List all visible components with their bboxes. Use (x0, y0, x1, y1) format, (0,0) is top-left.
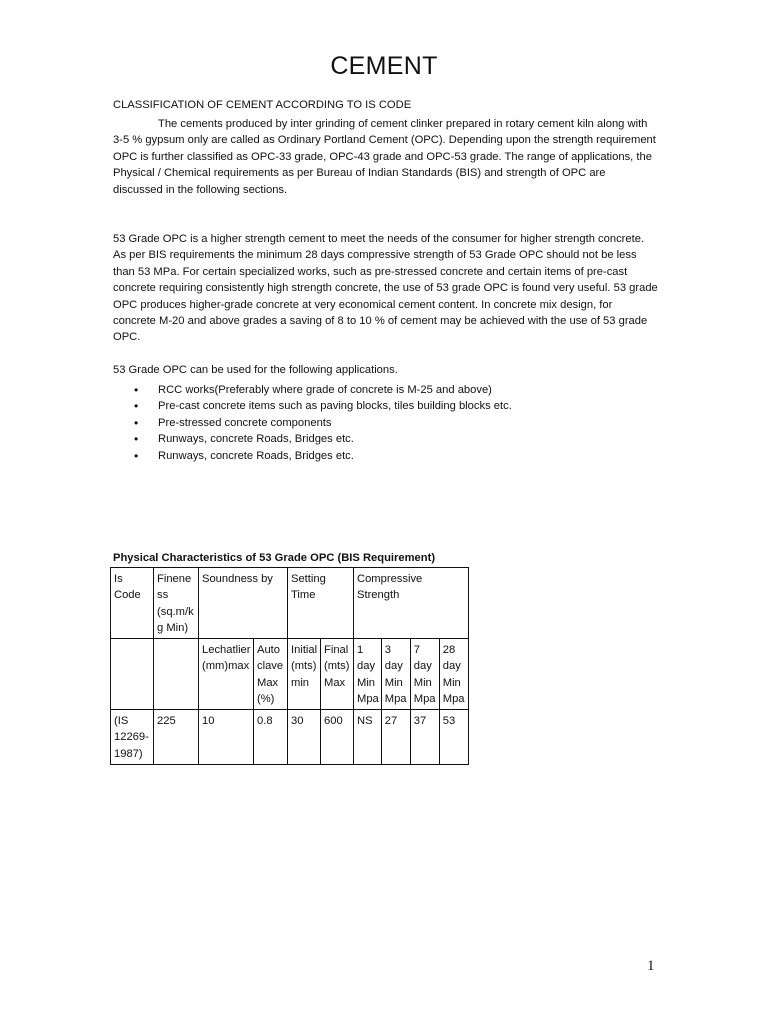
header-fineness: Finene ss (sq.m/k g Min) (154, 568, 199, 639)
subheader-day28: 28 day Min Mpa (439, 639, 468, 710)
physical-characteristics-table (110, 567, 469, 765)
list-item: • RCC works(Preferably where grade of concrete is M-25 and above) (158, 382, 518, 398)
table-header-row (111, 568, 469, 639)
document-title: CEMENT (330, 52, 438, 80)
subheader-lechatlier: Lechatlier (mm)max (199, 639, 254, 710)
applications-list (113, 382, 518, 464)
cell-is-code: (IS 12269- 1987) (111, 710, 154, 765)
cell-lechatlier: 10 (199, 710, 254, 765)
applications-intro: 53 Grade OPC can be used for the following applications. (113, 364, 398, 376)
subheader-empty (111, 639, 154, 710)
cell-initial: 30 (288, 710, 321, 765)
subheader-empty (154, 639, 199, 710)
table-row (111, 710, 469, 765)
subheader-day3: 3 day Min Mpa (381, 639, 410, 710)
header-soundness: Soundness by (199, 568, 288, 639)
list-item: • Runways, concrete Roads, Bridges etc. (158, 431, 518, 447)
cell-fineness: 225 (154, 710, 199, 765)
list-item: • Pre-cast concrete items such as paving blocks, tiles building blocks etc. (158, 398, 518, 414)
cell-autoclave: 0.8 (254, 710, 288, 765)
cell-day28: 53 (439, 710, 468, 765)
cell-day7: 37 (410, 710, 439, 765)
header-is-code: Is Code (111, 568, 154, 639)
header-compressive-strength: Compressive Strength (354, 568, 469, 639)
table-title: Physical Characteristics of 53 Grade OPC (BIS Requirement) (113, 552, 436, 564)
subheader-day1: 1 day Min Mpa (354, 639, 382, 710)
section-heading: CLASSIFICATION OF CEMENT ACCORDING TO IS CODE (113, 99, 412, 111)
intro-paragraph: The cements produced by inter grinding of cement clinker prepared in rotary cement kiln along with 3-5 % gypsum only are called as Ordinary Portland Cement (OPC). Depending upon the strength requirement OPC is further classified as OPC-33 grade, OPC-43 grade and OPC-53 grade. The range of applications, the Physical / Chemical requirements as per Bureau of Indian Standards (BIS) and strength of OPC are discussed in the following sections. (113, 118, 656, 196)
table-subheader-row (111, 639, 469, 710)
subheader-final: Final (mts) Max (321, 639, 354, 710)
grade-53-paragraph: 53 Grade OPC is a higher strength cement to meet the needs of the consumer for higher strength concrete. As per BIS requirements the minimum 28 days compressive strength of 53 Grade OPC should not be less than 53 MPa. For certain specialized works, such as pre-stressed concrete and certain items of pre-cast concrete requiring consistently high strength concrete, the use of 53 grade OPC is found very useful. 53 grade OPC produces higher-grade concrete at very economical cement content. In concrete mix design, for concrete M-20 and above grades a saving of 8 to 10 % of cement may be achieved with the use of 53 grade OPC. (113, 233, 658, 344)
list-item: • Pre-stressed concrete components (158, 415, 518, 431)
subheader-initial: Initial (mts) min (288, 639, 321, 710)
page-number: 1 (647, 958, 655, 974)
cell-day1: NS (354, 710, 382, 765)
list-item: • Runways, concrete Roads, Bridges etc. (158, 448, 518, 464)
subheader-autoclave: Auto clave Max (%) (254, 639, 288, 710)
cell-final: 600 (321, 710, 354, 765)
cell-day3: 27 (381, 710, 410, 765)
subheader-day7: 7 day Min Mpa (410, 639, 439, 710)
header-setting-time: Setting Time (288, 568, 354, 639)
